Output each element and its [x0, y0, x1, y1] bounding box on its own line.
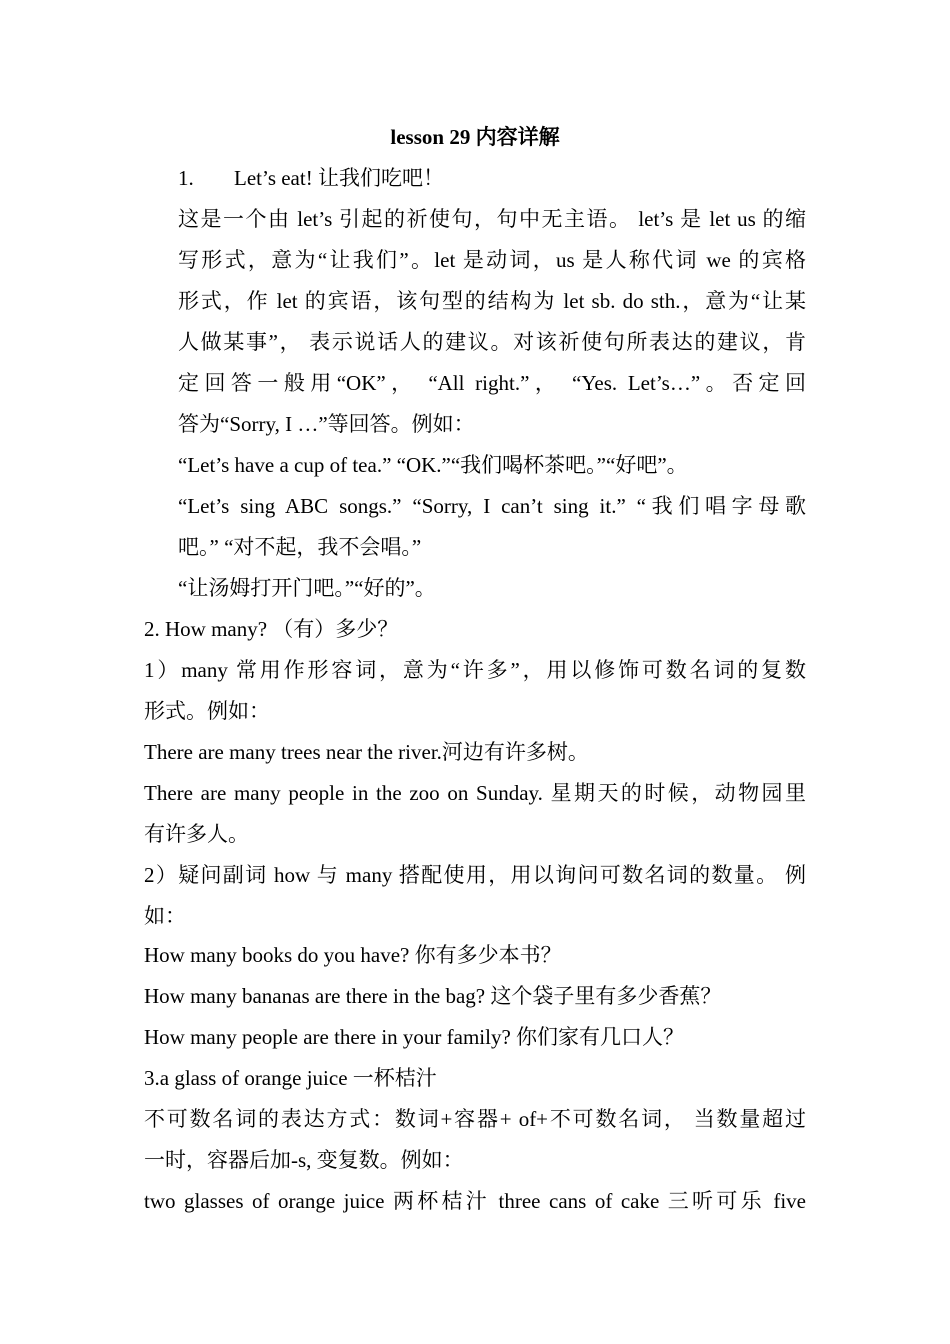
example-line: There are many trees near the river.河边有许多树。	[144, 740, 589, 764]
example-line: “让汤姆打开门吧。”“好的”。	[178, 576, 436, 600]
section-1-heading	[178, 163, 806, 193]
example-line: 有许多人。	[144, 822, 249, 846]
example-line: How many books do you have? 你有多少本书？	[144, 943, 562, 967]
paragraph-line: 答为“Sorry, I …”等回答。例如：	[178, 412, 475, 436]
paragraph-line: 人做某事”， 表示说话人的建议。对该祈使句所表达的建议，肯	[178, 330, 806, 354]
paragraph-line: 写形式，意为“让我们”。let 是动词，us 是人称代词 we 的宾格	[178, 248, 806, 272]
page-title: lesson 29 内容详解	[390, 125, 560, 149]
example-line: “Let’s have a cup of tea.” “OK.”“我们喝杯茶吧。”“好吧”。	[178, 453, 688, 477]
paragraph-line: 一时，容器后加-s, 变复数。例如：	[144, 1148, 464, 1172]
example-line: 吧。” “对不起，我不会唱。”	[178, 535, 422, 559]
example-line: There are many people in the zoo on Sunday. 星期天的时候，动物园里	[144, 781, 806, 805]
paragraph-line: 1）many 常用作形容词，意为“许多”，用以修饰可数名词的复数	[144, 658, 806, 682]
paragraph-line: 不可数名词的表达方式：数词+容器+ of+不可数名词， 当数量超过	[144, 1107, 806, 1131]
paragraph-line: 2）疑问副词 how 与 many 搭配使用，用以询问可数名词的数量。 例	[144, 863, 806, 887]
paragraph-line: 定回答一般用“OK”， “All right.”， “Yes. Let’s…”。否定回	[178, 371, 806, 395]
paragraph-line: 这是一个由 let’s 引起的祈使句，句中无主语。 let’s 是 let us 的缩	[178, 207, 806, 231]
section-2-heading: 2. How many? （有）多少？	[144, 617, 399, 641]
example-line: How many bananas are there in the bag? 这个袋子里有多少香蕉？	[144, 984, 722, 1008]
paragraph-line: 如：	[144, 904, 186, 928]
example-line: How many people are there in your family? 你们家有几口人？	[144, 1025, 685, 1049]
paragraph-line: 形式。例如：	[144, 699, 270, 723]
paragraph-line: 形式，作 let 的宾语，该句型的结构为 let sb. do sth.，意为“让某	[178, 289, 806, 313]
example-line: “Let’s sing ABC songs.” “Sorry, I can’t sing it.” “我们唱字母歌	[178, 494, 806, 518]
section-1-heading-text: Let’s eat! 让我们吃吧！	[234, 166, 444, 190]
example-line: two glasses of orange juice 两杯桔汁 three cans of cake 三听可乐 five	[144, 1189, 806, 1213]
section-1-number: 1.	[178, 166, 194, 190]
section-3-heading: 3.a glass of orange juice 一杯桔汁	[144, 1066, 437, 1090]
